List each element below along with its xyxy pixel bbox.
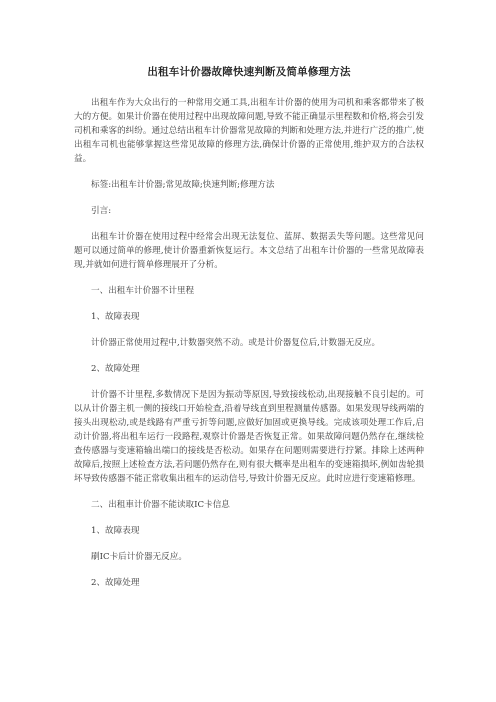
section-2-fault-label: 1、故障表现 — [91, 526, 140, 536]
section-1-fix-label: 2、故障处理 — [91, 364, 140, 374]
document-title: 出租车计价器故障快速判断及简单修理方法 — [147, 66, 351, 78]
section-2-fault-text: 刷IC卡后计价器无反应。 — [91, 552, 187, 562]
tags-line: 标签:出租车计价器;常见故障;快速判断;修理方法 — [91, 180, 275, 190]
intro-label: 引言: — [91, 206, 112, 216]
document-body — [74, 64, 424, 602]
section-2-fix-label: 2、故障处理 — [91, 578, 140, 588]
section-1-heading: 一、出租车计价器不计里程 — [91, 286, 195, 296]
section-2-heading: 二、出租車计价器不能读取IC卡信息 — [91, 500, 230, 510]
section-1-fault-text: 计价器正常使用过程中,计数器突然不动。或是计价器复位后,计数器无反应。 — [91, 338, 381, 348]
section-1-fix-text: 计价器不计里程,多数情况下是因为振动等原因,导致接线松动,出现接触不良引起的。可以从计价器主机一侧的接线口开始检查,沿着导线直到里程测量传感器。如果发现导线两端的接头出现松动,或是线路有严重亏折等问题,应做好加固或更换导线。完成该项处理工作后,启动计价器,将出租车运行一段路程,观察计价器是否恢复正常。如果故障问题仍然存在,继续检查传感器与变速箱输出端口的接线是否松动。如果存在问题则需要进行拧紧。排除上述两种故障后,按照上述检查方法,若问题仍然存在,则有很大概率是出租车的变速箱损坏,例如齿轮损坏导致传感器不能正常收集出租车的运动信号,导致计价器无反应。此时应进行变速箱修理。 — [74, 390, 424, 484]
intro-paragraph: 出租车计价器在使用过程中经常会出现无法复位、蓝屏、数据丢失等问题。这些常见问题可以通过简单的修理,使计价器重新恢复运行。本文总结了出租车计价器的一些常见故障表现,并就如何进行简单修理展开了分析。 — [74, 232, 424, 270]
abstract-paragraph: 出租车作为大众出行的一种常用交通工具,出租车计价器的使用为司机和乘客都带来了极大的方便。如果计价器在使用过程中出现故障问题,导致不能正确显示里程数和价格,将会引发司机和乘客的纠纷。通过总结出租车计价器常见故障的判断和处理方法,并进行广泛的推广,使出租车司机也能够掌握这些常见故障的修理方法,确保计价器的正常使用,维护双方的合法权益。 — [74, 98, 424, 164]
section-1-fault-label: 1、故障表现 — [91, 312, 140, 322]
